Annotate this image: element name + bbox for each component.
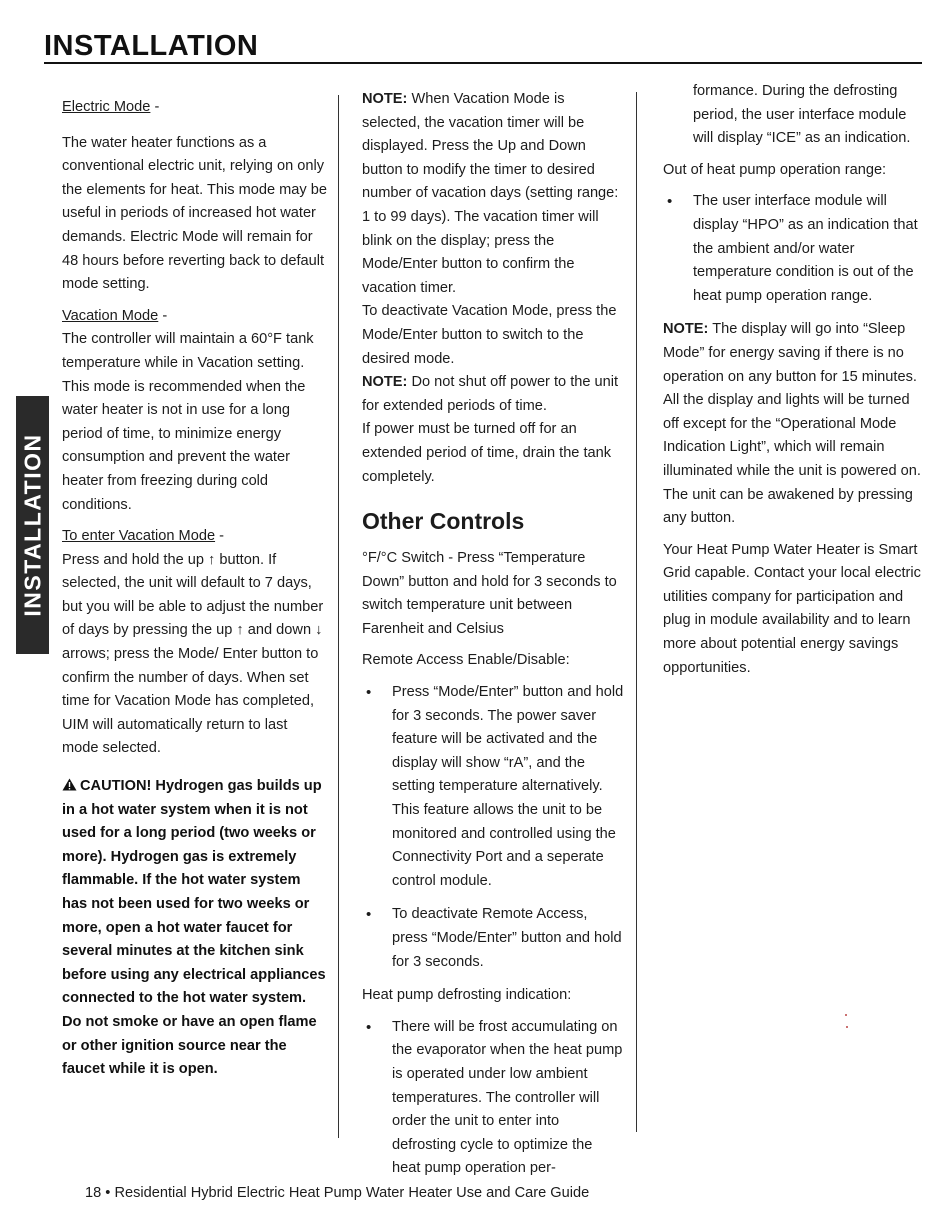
column-divider-2 <box>636 92 637 1132</box>
temp-switch-text: °F/°C Switch - Press “Temperature Down” button and hold for 3 seconds to switch temperature unit between Farenheit and Celsius <box>362 550 617 637</box>
remote-access-title: Remote Access Enable/Disable: <box>362 652 570 669</box>
side-tab <box>16 396 49 654</box>
list-item <box>362 903 624 974</box>
enter-vacation-title-suffix: - <box>215 528 224 545</box>
electric-mode-title: Electric Mode <box>62 99 151 115</box>
defrost-continuation: formance. During the defrosting period, the user interface module will display “ICE” as an indication. <box>693 83 911 147</box>
defrost-title: Heat pump defrosting indication: <box>362 987 572 1004</box>
caution-label: CAUTION! <box>80 778 152 795</box>
bullet: • <box>667 193 673 211</box>
electric-mode-title-suffix: - <box>150 99 160 115</box>
hpo-title: Out of heat pump operation range: <box>663 161 887 178</box>
vacation-mode-title-suffix: - <box>158 307 168 324</box>
hpo-list <box>663 190 925 308</box>
header-rule <box>44 62 922 64</box>
side-tab-label: INSTALLATION <box>19 433 45 617</box>
other-controls-heading: Other Controls <box>362 508 525 535</box>
scan-speck <box>846 1026 848 1028</box>
remote-bullet-2: To deactivate Remote Access, press “Mode/Enter” button and hold for 3 seconds. <box>392 906 622 970</box>
note-2-label: NOTE: <box>362 374 408 391</box>
caution-block <box>62 775 328 1082</box>
column-1 <box>62 96 328 1090</box>
caution-body: Hydrogen gas builds up in a hot water system when it is not used for a long period (two weeks or more). Hydrogen gas is extremely flammable. If the hot water system has not been used for two weeks or more, open a hot water faucet for several minutes at the kitchen sink before using any electrical appliances connected to the hot water system. Do not smoke or have an open flame or other ignition source near the faucet while it is open. <box>62 778 326 1078</box>
list-item <box>362 1016 624 1181</box>
warning-triangle-icon <box>62 778 77 791</box>
note-2-body: Do not shut off power to the unit for extended periods of time. <box>362 374 619 414</box>
note-3-body: The display will go into “Sleep Mode” for energy saving if there is no operation on any button for 15 minutes. All the display and lights will be turned off except for the “Operational Mode Indication Light”, which will remain illuminated while the unit is powered on. The unit can be awakened by pressing any button. <box>663 321 921 527</box>
list-item <box>663 190 925 308</box>
defrost-list <box>362 1016 624 1181</box>
remote-bullet-1: Press “Mode/Enter” button and hold for 3 seconds. The power saver feature will be activated and the display will show “rA”, and the setting temperature alternatively. This feature allows the unit to be monitored and controlled using the Connectivity Port and a seperate control module. <box>392 684 624 889</box>
bullet: • <box>366 1018 372 1036</box>
bullet: • <box>366 906 372 924</box>
electric-mode-body: The water heater functions as a conventional electric unit, relying on only the elements for heat. This mode may be useful in periods of increased hot water demands. Electric Mode will remain for 48 hours before reverting back to default mode setting. <box>62 134 327 293</box>
power-off-text: If power must be turned off for an extended period of time, drain the tank completely. <box>362 421 612 485</box>
vacation-mode-title: Vacation Mode <box>62 307 159 324</box>
column-2 <box>362 88 624 1191</box>
deactivate-vacation-text: To deactivate Vacation Mode, press the Mode/Enter button to switch to the desired mode. <box>362 303 617 367</box>
note-1-body: When Vacation Mode is selected, the vacation timer will be displayed. Press the Up and Down button to modify the timer to desired number of vacation days (setting range: 1 to 99 days). The vacation timer will blink on the display; press the Mode/Enter button to confirm the vacation timer. <box>362 91 619 296</box>
enter-vacation-body: Press and hold the up ↑ button. If selected, the unit will default to 7 days, but you will be able to adjust the number of days by pressing the up ↑ and down ↓ arrows; press the Mode/ Enter button to confirm the number of days. When set time for Vacation Mode has completed, UIM will automatically return to last mode selected. <box>62 551 324 757</box>
hpo-bullet: The user interface module will display “HPO” as an indication that the ambient and/or water temperature condition is out of the heat pump operation range. <box>693 193 918 304</box>
bullet: • <box>366 684 372 702</box>
page-title: INSTALLATION <box>44 30 259 62</box>
smart-grid-text: Your Heat Pump Water Heater is Smart Grid capable. Contact your local electric utilities company for participation and plug in module availability and to learn more about potential energy savings opportunities. <box>663 541 921 676</box>
list-item <box>362 681 624 893</box>
note-1-label: NOTE: <box>362 91 408 107</box>
vacation-mode-body: The controller will maintain a 60°F tank temperature while in Vacation setting. This mode is recommended when the water heater is not in use for a long period of time, to minimize energy consumption and prevent the water heater from freezing during cold conditions. <box>62 331 314 513</box>
defrost-bullet: There will be frost accumulating on the evaporator when the heat pump is operated under low ambient temperatures. The controller will order the unit to enter into defrosting cycle to optimize the heat pump operation per- <box>392 1018 623 1177</box>
column-3 <box>663 80 925 688</box>
column-divider-1 <box>338 95 339 1138</box>
enter-vacation-title: To enter Vacation Mode <box>62 528 216 545</box>
remote-access-list <box>362 681 624 974</box>
note-3-label: NOTE: <box>663 321 709 338</box>
scan-speck <box>845 1014 847 1016</box>
page-footer: 18 • Residential Hybrid Electric Heat Pump Water Heater Use and Care Guide <box>85 1185 590 1201</box>
